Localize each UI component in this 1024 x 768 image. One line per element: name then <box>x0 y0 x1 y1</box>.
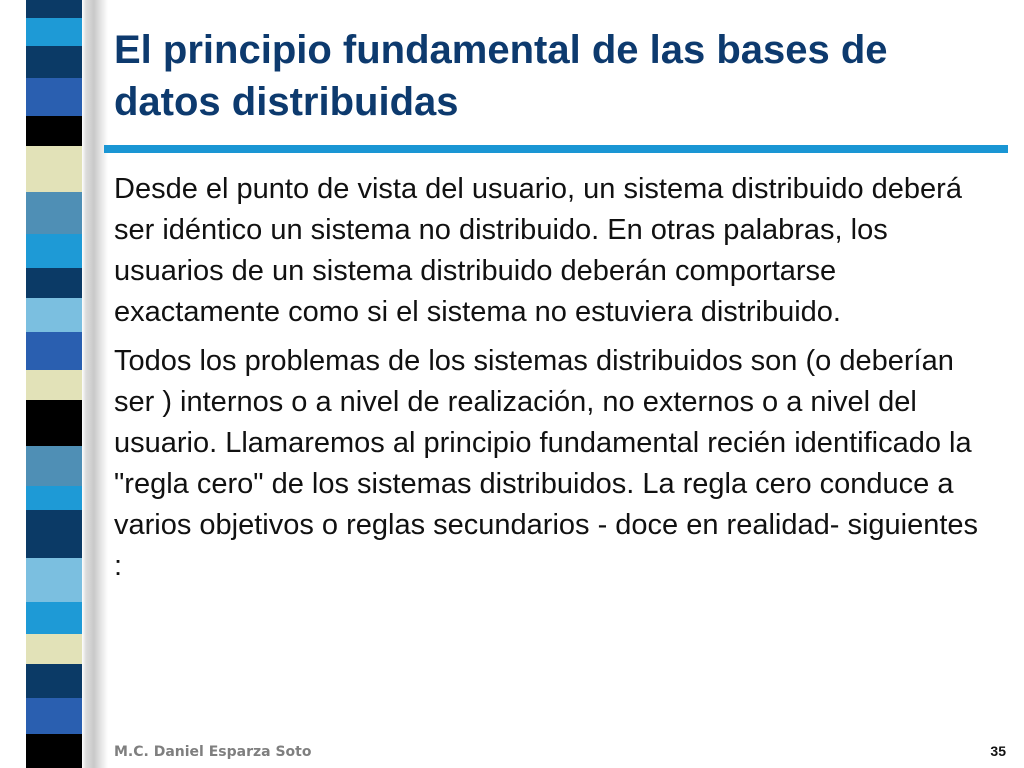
page-number: 35 <box>990 743 1006 759</box>
stripe-block <box>26 78 82 116</box>
stripe-block <box>26 446 82 486</box>
stripe-block <box>26 298 82 332</box>
slide-title: El principio fundamental de las bases de datos distribuidas <box>114 28 888 124</box>
stripe-block <box>26 116 82 146</box>
body-paragraph: Desde el punto de vista del usuario, un sistema distribuido deberá ser idéntico un sistema no distribuido. En otras palabras, los usuarios de un sistema distribuido deberán comportarse exactamente como si el sistema no estuviera distribuido. <box>114 173 962 328</box>
body-paragraph: Todos los problemas de los sistemas distribuidos son (o deberían ser ) internos o a nivel de realización, no externos o a nivel del usuario. Llamaremos al principio fundamental recién identificado la "regla cero" de los sistemas distribuidos. La regla cero conduce a varios objetivos o reglas secundarios - doce en realidad- siguientes : <box>114 345 979 582</box>
stripe-block <box>26 510 82 558</box>
stripe-block <box>26 18 82 46</box>
slide-body <box>114 169 994 595</box>
stripe-block <box>26 558 82 602</box>
stripe-block <box>26 698 82 734</box>
footer-author: M.C. Daniel Esparza Soto <box>114 744 312 760</box>
stripe-block <box>26 400 82 446</box>
stripe-block <box>26 370 82 400</box>
stripe-block <box>26 602 82 634</box>
stripe-block <box>26 268 82 298</box>
stripe-block <box>26 146 82 192</box>
stripe-block <box>26 486 82 510</box>
stripe-block <box>26 234 82 268</box>
stripe-block <box>26 332 82 370</box>
stripe-block <box>26 46 82 78</box>
decorative-stripe <box>26 0 82 768</box>
stripe-block <box>26 192 82 234</box>
stripe-block <box>26 0 82 18</box>
title-underline <box>104 145 1008 153</box>
stripe-block <box>26 734 82 768</box>
stripe-block <box>26 664 82 698</box>
stripe-block <box>26 634 82 664</box>
